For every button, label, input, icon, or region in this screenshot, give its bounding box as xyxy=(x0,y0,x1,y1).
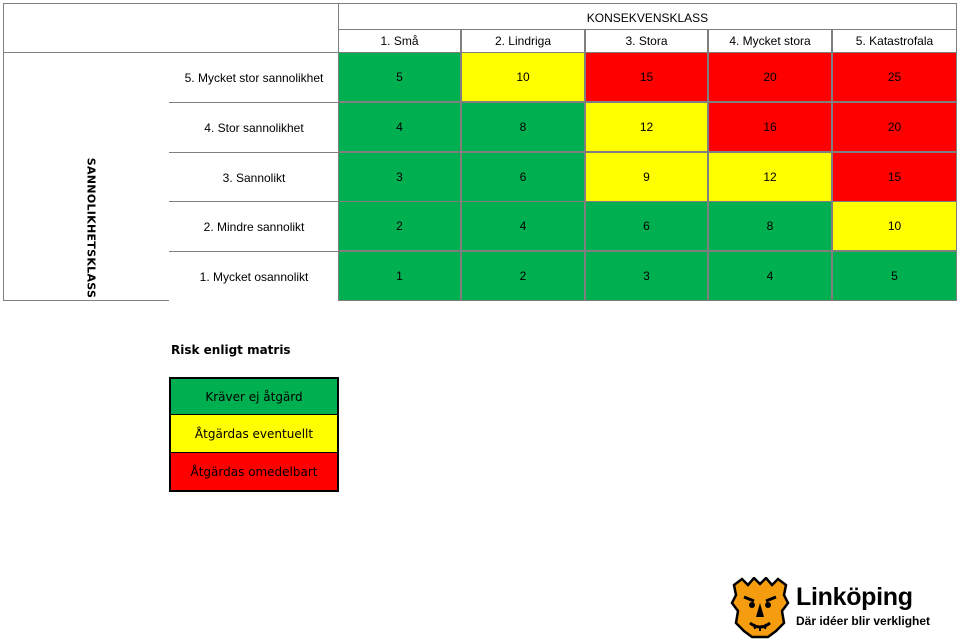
lion-head-icon xyxy=(728,577,792,639)
legend-item: Åtgärdas omedelbart xyxy=(169,453,339,492)
column-header: 3. Stora xyxy=(585,29,708,53)
column-header: 1. Små xyxy=(338,29,461,53)
risk-cell: 20 xyxy=(832,102,957,152)
consequence-class-title: KONSEKVENSKLASS xyxy=(586,11,709,25)
column-header: 5. Katastrofala xyxy=(832,29,957,53)
consequence-class-header xyxy=(338,3,957,29)
row-label: 2. Mindre sannolikt xyxy=(169,201,339,251)
risk-cell: 6 xyxy=(585,201,708,251)
legend-item: Åtgärdas eventuellt xyxy=(169,415,339,454)
risk-cell: 20 xyxy=(708,52,832,102)
risk-cell: 3 xyxy=(338,152,461,202)
likelihood-axis-label: SANNOLIKHETSKLASS xyxy=(84,157,98,299)
row-label: 1. Mycket osannolikt xyxy=(169,251,339,301)
risk-cell: 1 xyxy=(338,251,461,301)
risk-cell: 15 xyxy=(585,52,708,102)
logo-tagline: Där idéer blir verklighet xyxy=(796,614,931,628)
risk-cell: 5 xyxy=(832,251,957,301)
risk-cell: 5 xyxy=(338,52,461,102)
likelihood-axis xyxy=(3,52,169,301)
legend-item: Kräver ej åtgärd xyxy=(169,377,339,416)
risk-cell: 16 xyxy=(708,102,832,152)
risk-cell: 3 xyxy=(585,251,708,301)
legend-title: Risk enligt matris xyxy=(171,343,291,357)
linkoping-logo xyxy=(728,577,958,639)
risk-cell: 10 xyxy=(832,201,957,251)
risk-cell: 12 xyxy=(585,102,708,152)
column-header: 2. Lindriga xyxy=(461,29,585,53)
column-header: 4. Mycket stora xyxy=(708,29,832,53)
risk-cell: 15 xyxy=(832,152,957,202)
risk-cell: 8 xyxy=(708,201,832,251)
matrix-corner xyxy=(3,3,339,53)
row-label: 3. Sannolikt xyxy=(169,152,339,202)
risk-cell: 4 xyxy=(708,251,832,301)
row-label: 4. Stor sannolikhet xyxy=(169,102,339,152)
risk-cell: 4 xyxy=(338,102,461,152)
risk-cell: 9 xyxy=(585,152,708,202)
row-label: 5. Mycket stor sannolikhet xyxy=(169,52,339,102)
risk-cell: 8 xyxy=(461,102,585,152)
risk-cell: 2 xyxy=(338,201,461,251)
risk-cell: 2 xyxy=(461,251,585,301)
risk-cell: 10 xyxy=(461,52,585,102)
risk-cell: 4 xyxy=(461,201,585,251)
risk-cell: 12 xyxy=(708,152,832,202)
logo-name: Linköping xyxy=(796,583,913,611)
risk-cell: 25 xyxy=(832,52,957,102)
risk-cell: 6 xyxy=(461,152,585,202)
